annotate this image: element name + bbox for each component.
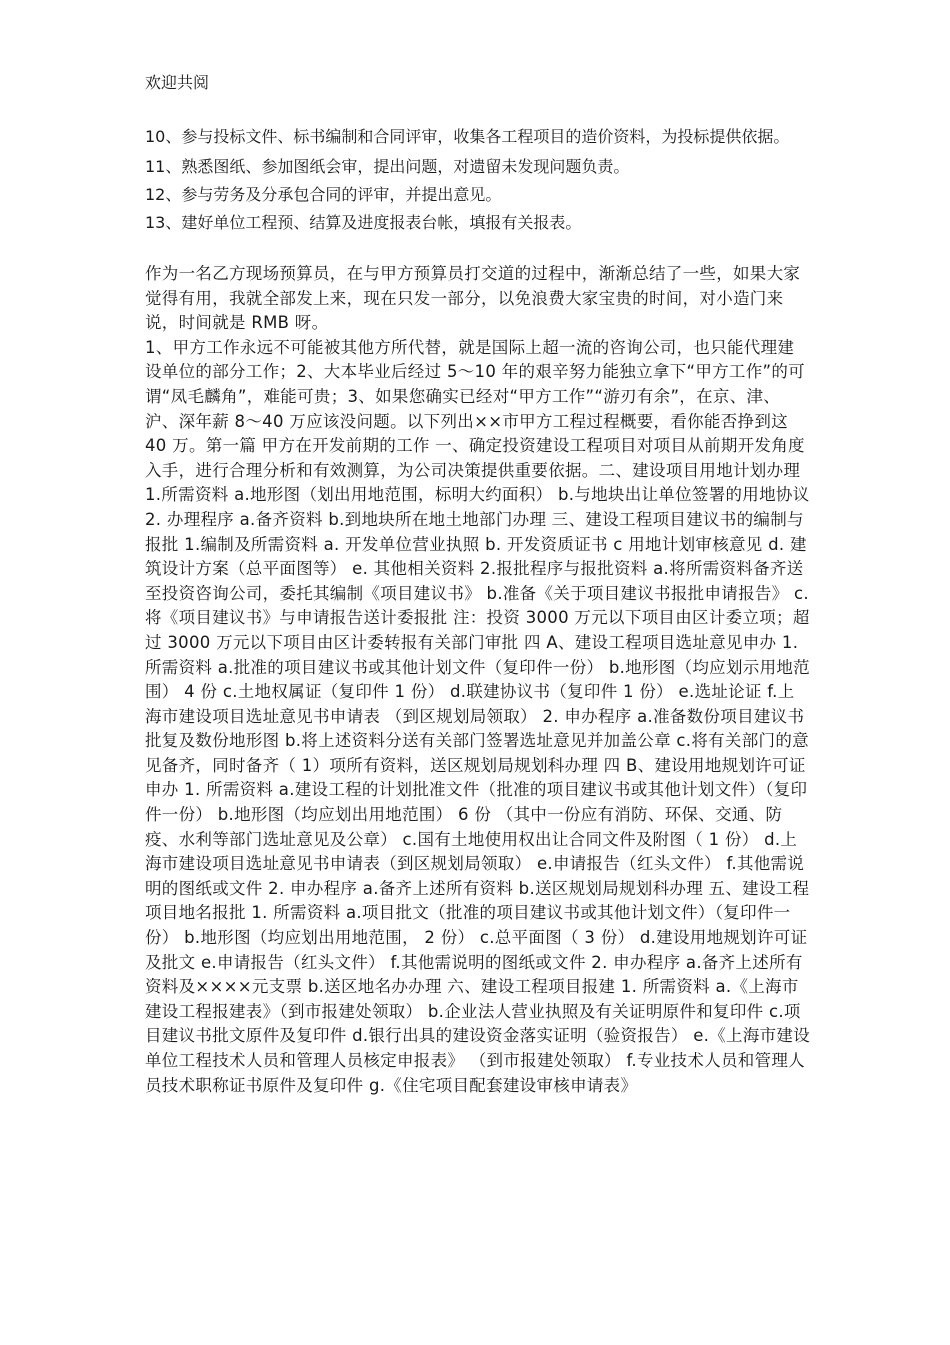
duty-list — [145, 125, 825, 239]
intro-paragraph: 作为一名乙方现场预算员，在与甲方预算员打交道的过程中，渐渐总结了一些，如果大家觉得有用，我就全部发上来，现在只发一部分，以免浪费大家宝贵的时间，对小造门来说，时间就是 RMB 呀。 — [145, 264, 801, 333]
list-item: 13、建好单位工程预、结算及进度报表台帐，填报有关报表。 — [145, 213, 582, 232]
list-item: 12、参与劳务及分承包合同的评审，并提出意见。 — [145, 185, 502, 204]
main-paragraph: 1、甲方工作永远不可能被其他方所代替，就是国际上超一流的咨询公司，也只能代理建设单位的部分工作；2、大本毕业后经过 5～10 年的艰辛努力能独立拿下“甲方工作”的可谓“凤毛麟角”，难能可贵；3、如果您确实已经对“甲方工作”“游刃有余”，在京、津、沪、深年薪 8～40 万应该没问题。以下列出××市甲方工程过程概要，看你能否挣到这 40 万。第一篇 甲方在开发前期的工作 一、确定投资建设工程项目对项目从前期开发角度入手，进行合理分析和有效测算，为公司决策提供重要依据。二、建设项目用地计划办理 1.所需资料 a.地形图（划出用地范围，标明大约面积） b.与地块出让单位签署的用地协议 2. 办理程序 a.备齐资料 b.到地块所在地土地部门办理 三、建设工程项目建议书的编制与报批 1.编制及所需资料 a. 开发单位营业执照 b. 开发资质证书 c 用地计划审核意见 d. 建筑设计方案（总平面图等） e. 其他相关资料 2.报批程序与报批资料 a.将所需资料备齐送至投资咨询公司，委托其编制《项目建议书》 b.准备《关于项目建议书报批申请报告》 c.将《项目建议书》与申请报告送计委报批 注：投资 3000 万元以下项目由区计委立项；超过 3000 万元以下项目由区计委转报有关部门审批 四 A、建设工程项目选址意见申办 1. 所需资料 a.批准的项目建议书或其他计划文件（复印件一份） b.地形图（均应划示用地范围） 4 份 c.土地权属证（复印件 1 份） d.联建协议书（复印件 1 份） e.选址论证 f.上海市建设项目选址意见书申请表 （到区规划局领取） 2. 申办程序 a.准备数份项目建议书批复及数份地形图 b.将上述资料分送有关部门签署选址意见并加盖公章 c.将有关部门的意见备齐，同时备齐（ 1）项所有资料，送区规划局规划科办理 四 B、建设用地规划许可证申办 1. 所需资料 a.建设工程的计划批准文件（批准的项目建议书或其他计划文件）（复印件一份） b.地形图（均应划出用地范围） 6 份 （其中一份应有消防、环保、交通、防疫、水利等部门选址意见及公章） c.国有土地使用权出让合同文件及附图（ 1 份） d.上海市建设项目选址意见书申请表（到区规划局领取） e.申请报告（红头文件） f.其他需说明的图纸或文件 2. 申办程序 a.备齐上述所有资料 b.送区规划局规划科办理 五、建设工程项目地名报批 1. 所需资料 a.项目批文（批准的项目建议书或其他计划文件）（复印件一份） b.地形图（均应划出用地范围， 2 份） c.总平面图（ 3 份） d.建设用地规划许可证及批文 e.申请报告（红头文件） f.其他需说明的图纸或文件 2. 申办程序 a.备齐上述所有资料及××××元支票 b.送区地名办办理 六、建设工程项目报建 1. 所需资料 a.《上海市建设工程报建表》（到市报建处领取） b.企业法人营业执照及有关证明原件和复印件 c.项目建议书批文原件及复印件 d.银行出具的建设资金落实证明（验资报告） e.《上海市建设单位工程技术人员和管理人员核定申报表》 （到市报建处领取） f.专业技术人员和管理人员技术职称证书原件及复印件 g.《住宅项目配套建设审核申请表》 — [145, 337, 811, 1095]
list-item: 11、熟悉图纸、参加图纸会审，提出问题，对遗留未发现问题负责。 — [145, 157, 630, 176]
page-header: 欢迎共阅 — [145, 73, 210, 92]
list-item: 10、参与投标文件、标书编制和合同评审，收集各工程项目的造价资料，为投标提供依据。 — [145, 127, 790, 146]
article-body — [145, 262, 810, 1098]
